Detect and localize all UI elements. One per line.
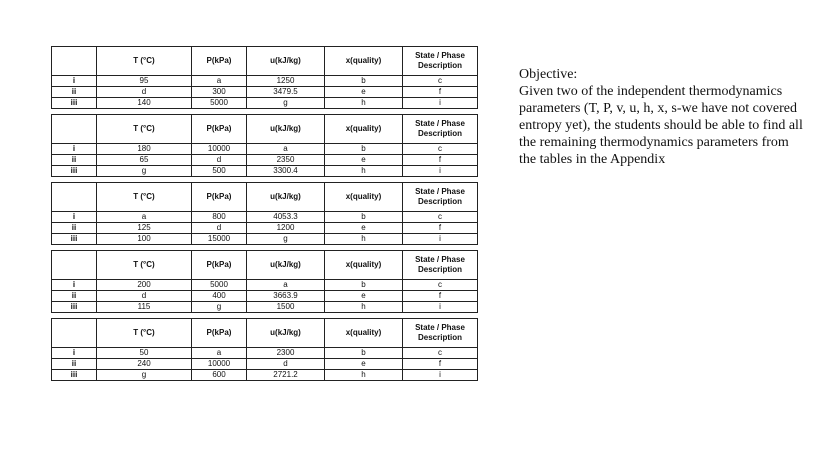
cell-temperature: 125 — [97, 223, 192, 234]
header-quality: x(quality) — [325, 115, 403, 144]
header-pressure: P(kPa) — [192, 183, 247, 212]
table-row — [52, 87, 478, 98]
cell-internal-energy: 2721.2 — [247, 370, 325, 381]
cell-quality: h — [325, 166, 403, 177]
header-quality: x(quality) — [325, 47, 403, 76]
cell-pressure: 10000 — [192, 359, 247, 370]
cell-internal-energy: 3479.5 — [247, 87, 325, 98]
cell-temperature: 50 — [97, 348, 192, 359]
cell-state-phase: c — [403, 76, 478, 87]
row-label: ii — [52, 359, 97, 370]
cell-state-phase: i — [403, 166, 478, 177]
cell-internal-energy: 1200 — [247, 223, 325, 234]
cell-internal-energy: 3300.4 — [247, 166, 325, 177]
cell-pressure: a — [192, 348, 247, 359]
table-row — [52, 302, 478, 313]
cell-quality: e — [325, 223, 403, 234]
row-label: i — [52, 144, 97, 155]
cell-internal-energy: 1500 — [247, 302, 325, 313]
cell-state-phase: f — [403, 155, 478, 166]
header-blank — [52, 115, 97, 144]
problem-table-3 — [51, 182, 478, 245]
header-state-phase: State / Phase Description — [403, 319, 478, 348]
cell-pressure: 10000 — [192, 144, 247, 155]
cell-internal-energy: 2300 — [247, 348, 325, 359]
header-blank — [52, 47, 97, 76]
objective-text-block — [519, 66, 809, 168]
header-row — [52, 183, 478, 212]
cell-quality: h — [325, 302, 403, 313]
cell-temperature: 65 — [97, 155, 192, 166]
row-label: ii — [52, 155, 97, 166]
cell-temperature: d — [97, 291, 192, 302]
cell-quality: b — [325, 76, 403, 87]
cell-pressure: d — [192, 155, 247, 166]
cell-state-phase: f — [403, 223, 478, 234]
cell-state-phase: f — [403, 87, 478, 98]
cell-pressure: 400 — [192, 291, 247, 302]
table-row — [52, 98, 478, 109]
cell-temperature: a — [97, 212, 192, 223]
header-temperature: T (°C) — [97, 183, 192, 212]
row-label: i — [52, 212, 97, 223]
header-internal-energy: u(kJ/kg) — [247, 183, 325, 212]
table-row — [52, 155, 478, 166]
header-internal-energy: u(kJ/kg) — [247, 319, 325, 348]
cell-state-phase: i — [403, 302, 478, 313]
cell-pressure: 5000 — [192, 280, 247, 291]
table-row — [52, 76, 478, 87]
cell-state-phase: i — [403, 234, 478, 245]
cell-temperature: 240 — [97, 359, 192, 370]
row-label: iii — [52, 166, 97, 177]
header-row — [52, 319, 478, 348]
cell-quality: b — [325, 348, 403, 359]
cell-quality: e — [325, 291, 403, 302]
cell-quality: e — [325, 155, 403, 166]
cell-quality: h — [325, 234, 403, 245]
header-pressure: P(kPa) — [192, 319, 247, 348]
table-row — [52, 212, 478, 223]
header-temperature: T (°C) — [97, 319, 192, 348]
problem-table-1 — [51, 46, 478, 109]
header-row — [52, 251, 478, 280]
header-quality: x(quality) — [325, 183, 403, 212]
cell-pressure: 800 — [192, 212, 247, 223]
cell-internal-energy: a — [247, 280, 325, 291]
cell-internal-energy: 2350 — [247, 155, 325, 166]
cell-pressure: 5000 — [192, 98, 247, 109]
cell-pressure: g — [192, 302, 247, 313]
header-state-phase: State / Phase Description — [403, 47, 478, 76]
header-state-phase: State / Phase Description — [403, 115, 478, 144]
header-temperature: T (°C) — [97, 47, 192, 76]
header-temperature: T (°C) — [97, 251, 192, 280]
header-pressure: P(kPa) — [192, 47, 247, 76]
cell-state-phase: f — [403, 291, 478, 302]
cell-quality: e — [325, 359, 403, 370]
cell-state-phase: c — [403, 144, 478, 155]
cell-temperature: 100 — [97, 234, 192, 245]
header-blank — [52, 319, 97, 348]
cell-state-phase: f — [403, 359, 478, 370]
header-quality: x(quality) — [325, 251, 403, 280]
problem-table-5 — [51, 318, 478, 381]
header-blank — [52, 251, 97, 280]
cell-state-phase: i — [403, 370, 478, 381]
cell-pressure: a — [192, 76, 247, 87]
cell-temperature: d — [97, 87, 192, 98]
cell-temperature: 95 — [97, 76, 192, 87]
row-label: iii — [52, 98, 97, 109]
row-label: ii — [52, 87, 97, 98]
header-internal-energy: u(kJ/kg) — [247, 115, 325, 144]
problem-table-2 — [51, 114, 478, 177]
row-label: i — [52, 280, 97, 291]
table-row — [52, 280, 478, 291]
table-row — [52, 166, 478, 177]
header-state-phase: State / Phase Description — [403, 183, 478, 212]
table-row — [52, 359, 478, 370]
table-row — [52, 144, 478, 155]
objective-heading: Objective: — [519, 67, 578, 82]
cell-pressure: 300 — [192, 87, 247, 98]
header-internal-energy: u(kJ/kg) — [247, 47, 325, 76]
table-row — [52, 291, 478, 302]
row-label: ii — [52, 223, 97, 234]
cell-internal-energy: d — [247, 359, 325, 370]
cell-quality: h — [325, 98, 403, 109]
problem-table-4 — [51, 250, 478, 313]
cell-internal-energy: 4053.3 — [247, 212, 325, 223]
cell-internal-energy: g — [247, 234, 325, 245]
cell-temperature: 200 — [97, 280, 192, 291]
cell-state-phase: c — [403, 348, 478, 359]
cell-internal-energy: g — [247, 98, 325, 109]
header-quality: x(quality) — [325, 319, 403, 348]
cell-temperature: g — [97, 370, 192, 381]
header-internal-energy: u(kJ/kg) — [247, 251, 325, 280]
cell-state-phase: c — [403, 280, 478, 291]
table-row — [52, 223, 478, 234]
cell-temperature: 140 — [97, 98, 192, 109]
header-row — [52, 115, 478, 144]
row-label: iii — [52, 302, 97, 313]
objective-body: Given two of the independent thermodynamics parameters (T, P, v, u, h, x, s-we have not covered entropy yet), the students should be able to find all the remaining thermodynamics parameters from the tables in the Appendix — [519, 84, 803, 167]
cell-internal-energy: 3663.9 — [247, 291, 325, 302]
header-temperature: T (°C) — [97, 115, 192, 144]
cell-quality: e — [325, 87, 403, 98]
table-row — [52, 234, 478, 245]
header-blank — [52, 183, 97, 212]
cell-quality: b — [325, 144, 403, 155]
row-label: i — [52, 76, 97, 87]
cell-quality: b — [325, 212, 403, 223]
row-label: iii — [52, 370, 97, 381]
cell-pressure: 15000 — [192, 234, 247, 245]
cell-quality: h — [325, 370, 403, 381]
problem-tables — [51, 46, 477, 386]
table-row — [52, 348, 478, 359]
cell-internal-energy: a — [247, 144, 325, 155]
cell-pressure: 600 — [192, 370, 247, 381]
header-state-phase: State / Phase Description — [403, 251, 478, 280]
row-label: ii — [52, 291, 97, 302]
cell-internal-energy: 1250 — [247, 76, 325, 87]
row-label: i — [52, 348, 97, 359]
cell-state-phase: c — [403, 212, 478, 223]
cell-quality: b — [325, 280, 403, 291]
header-pressure: P(kPa) — [192, 115, 247, 144]
cell-temperature: 115 — [97, 302, 192, 313]
table-row — [52, 370, 478, 381]
row-label: iii — [52, 234, 97, 245]
cell-temperature: 180 — [97, 144, 192, 155]
header-row — [52, 47, 478, 76]
cell-temperature: g — [97, 166, 192, 177]
cell-pressure: d — [192, 223, 247, 234]
header-pressure: P(kPa) — [192, 251, 247, 280]
cell-pressure: 500 — [192, 166, 247, 177]
cell-state-phase: i — [403, 98, 478, 109]
